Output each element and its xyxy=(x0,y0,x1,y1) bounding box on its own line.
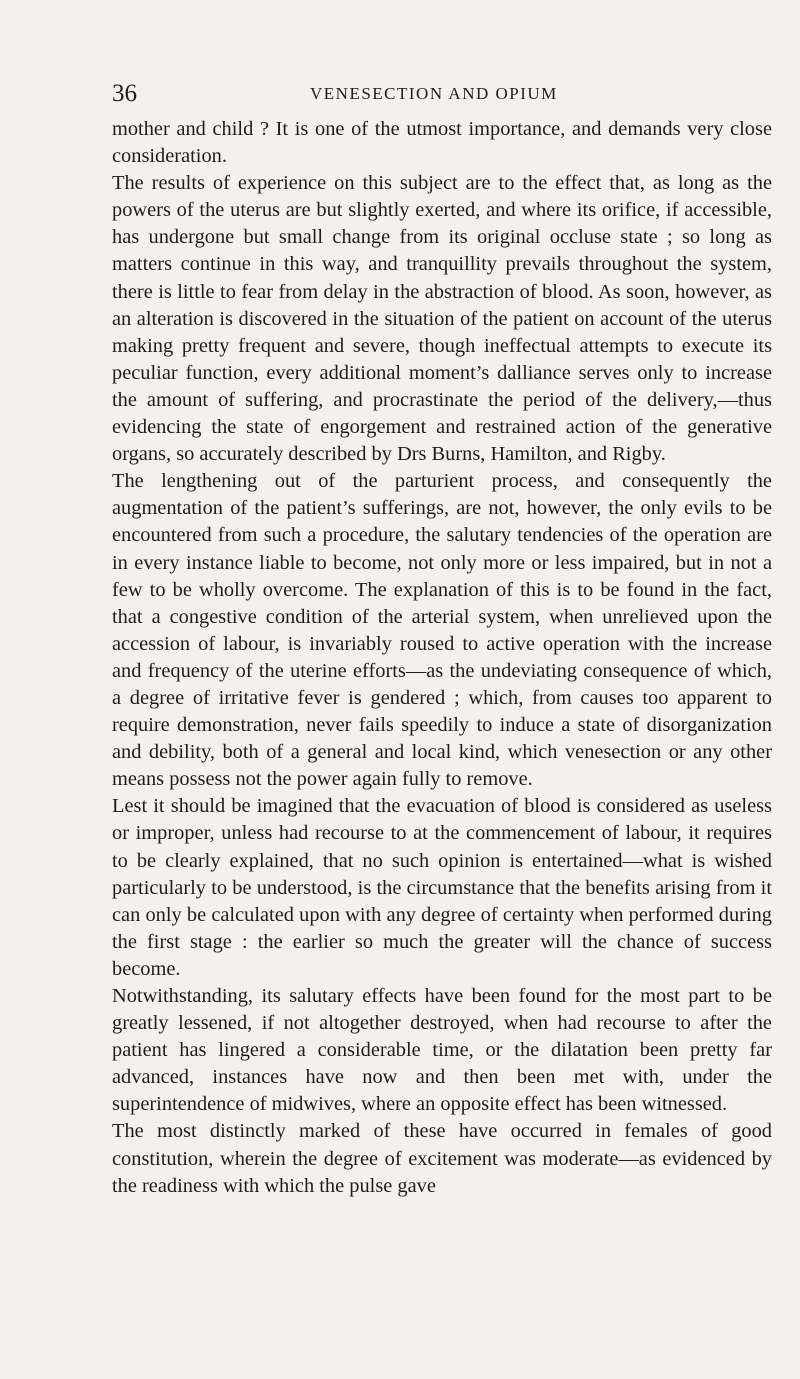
paragraph: Lest it should be imagined that the evacuation of blood is considered as useless or improper, unless had recourse to at the commencement of labour, it requires to be clearly explained, that no such opinion is entertained—what is wished particularly to be understood, is the circumstance that the benefits arising from it can only be calculated upon with any degree of certainty when performed during the first stage : the earlier so much the greater will the chance of success become. xyxy=(112,795,772,980)
running-title: VENESECTION AND OPIUM xyxy=(310,84,558,103)
body-text xyxy=(112,116,772,1200)
paragraph: The results of experience on this subject are to the effect that, as long as the powers of the uterus are but slightly exerted, and where its orifice, if accessible, has undergone but small change from its original occluse state ; so long as matters continue in this way, and tranquillity prevails throughout the system, there is little to fear from delay in the abstraction of blood. As soon, however, as an alteration is discovered in the situation of the patient on account of the uterus making pretty frequent and severe, though ineffectual attempts to execute its peculiar function, every additional moment’s dalliance serves only to increase the amount of suffering, and procrastinate the period of the delivery,—thus evidencing the state of engorgement and restrained action of the generative organs, so accurately described by Drs Burns, Hamilton, and Rigby. xyxy=(112,172,772,466)
running-head xyxy=(112,80,772,116)
paragraph: The lengthening out of the parturient process, and consequently the augmentation of the patient’s sufferings, are not, however, the only evils to be encountered from such a procedure, the salutary tendencies of the operation are in every instance liable to become, not only more or less impaired, but in not a few to be wholly overcome. The explanation of this is to be found in the fact, that a congestive condition of the arterial system, when unrelieved upon the accession of labour, is invariably roused to active operation with the increase and frequency of the uterine efforts—as the undeviating consequence of which, a degree of irritative fever is gendered ; which, from causes too apparent to require demonstration, never fails speedily to induce a state of disorganization and debility, both of a general and local kind, which venesection or any other means possess not the power again fully to remove. xyxy=(112,470,772,791)
paragraph: Notwithstanding, its salutary effects have been found for the most part to be greatly lessened, if not altogether destroyed, when had recourse to after the patient has lingered a considerable time, or the dilatation been pretty far advanced, instances have now and then been met with, under the superintendence of midwives, where an opposite effect has been witnessed. xyxy=(112,985,772,1116)
paragraph: The most distinctly marked of these have occurred in females of good constitution, wherein the degree of excitement was moderate—as evidenced by the readiness with which the pulse gave xyxy=(112,1120,772,1197)
book-page xyxy=(112,80,772,1200)
paragraph: mother and child ? It is one of the utmost importance, and demands very close consideration. xyxy=(112,118,772,168)
page-number: 36 xyxy=(112,80,137,107)
